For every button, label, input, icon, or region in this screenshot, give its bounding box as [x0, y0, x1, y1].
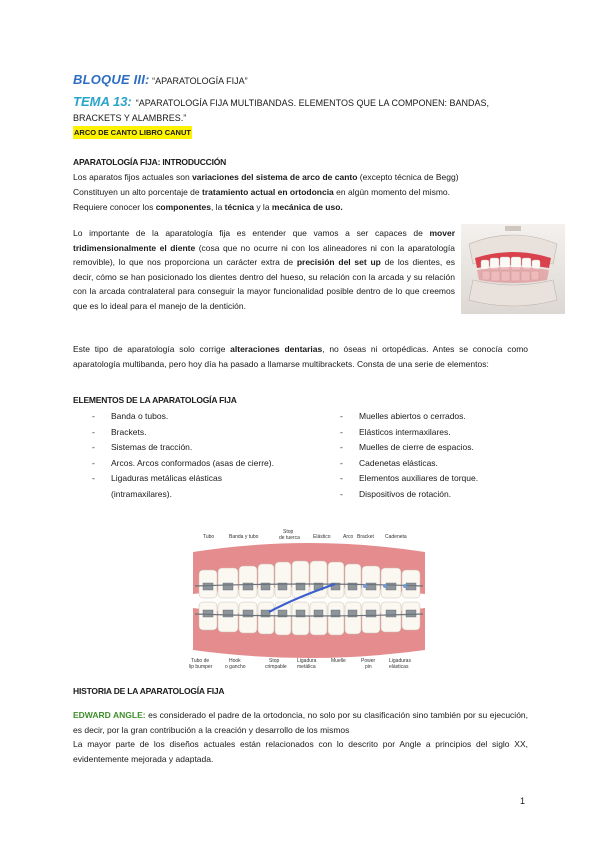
edward-angle-name: EDWARD ANGLE:	[73, 710, 146, 720]
intro-paragraph-4	[73, 226, 455, 313]
list-item: - Dispositivos de rotación.	[340, 487, 530, 503]
figure-label-tubo-de: Tubo de	[191, 658, 210, 664]
elements-list-left	[92, 409, 282, 502]
tema-heading	[73, 94, 528, 126]
figure-label-crimpable: crimpable	[265, 664, 287, 670]
intro-paragraph-2	[73, 185, 528, 200]
list-item: - Muelles abiertos o cerrados.	[340, 409, 530, 425]
history-paragraph-2: La mayor parte de los diseños actuales están relacionados con lo descrito por Angle a principios del siglo XX, evidentemente mejorada y adaptada.	[73, 739, 528, 764]
bloque-label: BLOQUE III:	[73, 72, 150, 87]
figure-label-tubo: Tubo	[203, 534, 215, 540]
list-item: - Sistemas de tracción.	[92, 440, 282, 456]
figure-label-de-tuerca: de tuerca	[279, 535, 300, 541]
figure-label-elastico: Elástico	[313, 534, 331, 540]
text-segment: y la	[253, 202, 272, 212]
list-item: - Arcos. Arcos conformados (asas de cierre).	[92, 456, 282, 472]
intro-paragraph-1	[73, 170, 528, 185]
text-segment: , no óseas ni ortopédicas. Antes se conocía como aparatología multibanda, pero hoy día ha pasado a llamarse multibrackets. Consta de una serie de elementos:	[73, 344, 529, 369]
figure-label-lip-bumper: lip bumper	[189, 664, 213, 670]
figure-label-stop-bottom: Stop	[269, 658, 280, 664]
page-number: 1	[520, 796, 526, 806]
text-segment: mecánica de uso.	[271, 202, 343, 212]
intro-paragraph-5	[73, 342, 528, 371]
text-segment: (cosa que no ocurre ni con los alineadores ni con la aparatología removible), lo que nos proporciona un carácter extra de	[73, 242, 455, 267]
edward-angle-text: es considerado el padre de la ortodoncia, no solo por su clasificación sino también por su ejecución, es decir, por la gran contribución a la creación y desarrollo de los mismos	[73, 710, 529, 735]
tema-title: “APARATOLOGÍA FIJA MULTIBANDAS. ELEMENTOS QUE LA COMPONEN: BANDAS, BRACKETS Y ALAMBRES.”	[73, 98, 489, 123]
figure-label-elasticas: elásticas	[389, 664, 409, 670]
highlighted-note: ARCO DE CANTO LIBRO CANUT	[74, 128, 191, 137]
figure-label-power: Power	[361, 658, 376, 664]
list-item: - Muelles de cierre de espacios.	[340, 440, 530, 456]
figure-label-ligadura: Ligadura	[297, 658, 317, 664]
tema-label: TEMA 13:	[73, 94, 132, 109]
list-item: - Ligaduras metálicas elásticas (intramaxilares).	[92, 471, 282, 502]
list-item: - Brackets.	[92, 425, 282, 441]
text-segment: precisión del set up	[296, 257, 381, 267]
text-segment: alteraciones dentarias	[230, 344, 323, 354]
figure-label-metalica: metálica	[297, 664, 316, 670]
text-segment: Lo importante de la aparatología fija es entender que vamos a ser capaces de	[73, 228, 430, 238]
figure-label-ligaduras: Ligaduras	[389, 658, 411, 664]
bloque-title: “APARATOLOGÍA FIJA”	[152, 76, 248, 86]
list-item: - Elementos auxiliares de torque.	[340, 471, 530, 487]
figure-label-cadeneta: Cadeneta	[385, 534, 407, 540]
figure-label-stop: Stop	[283, 529, 294, 535]
figure-label-bracket: Bracket	[357, 534, 374, 540]
text-segment: en algún momento del mismo.	[333, 187, 451, 197]
elements-section-title: ELEMENTOS DE LA APARATOLOGÍA FIJA	[73, 395, 237, 405]
list-item: - Cadenetas elásticas.	[340, 456, 530, 472]
intro-section-title: APARATOLOGÍA FIJA: INTRODUCCIÓN	[73, 157, 227, 167]
list-item: - Banda o tubos.	[92, 409, 282, 425]
dental-model-image	[461, 224, 565, 314]
elements-list-right	[340, 409, 530, 502]
text-segment: de los dientes, es decir, cómo se han posicionado los dientes dentro del hueso, su relación con la arcada y su relación con la arcada contralateral para conseguir la mayor funcionalidad posible dentro de lo que creemos que es lo ideal para el manejo de la dentición.	[73, 257, 456, 311]
text-segment: Los aparatos fijos actuales son	[73, 172, 193, 182]
text-segment: Requiere conocer los	[73, 202, 156, 212]
text-segment: tratamiento actual en ortodoncia	[202, 187, 334, 197]
figure-label-o-gancho: o gancho	[225, 664, 246, 670]
text-segment: Este tipo de aparatología solo corrige	[73, 344, 231, 354]
bloque-heading	[73, 72, 248, 87]
text-segment: , la	[210, 202, 225, 212]
history-section-title: HISTORIA DE LA APARATOLOGÍA FIJA	[73, 686, 225, 696]
figure-label-pin: pin	[365, 664, 372, 670]
text-segment: mover tridimensionalmente el diente	[73, 228, 455, 253]
list-item: - Elásticos intermaxilares.	[340, 425, 530, 441]
figure-label-arco: Arco	[343, 534, 354, 540]
figure-label-hook: Hook	[229, 658, 241, 664]
text-segment: componentes	[155, 202, 211, 212]
figure-label-banda-tubo: Banda y tubo	[229, 534, 259, 540]
intro-paragraph-3	[73, 200, 528, 215]
text-segment: variaciones del sistema de arco de canto	[192, 172, 358, 182]
text-segment: técnica	[224, 202, 254, 212]
text-segment: (excepto técnica de Begg)	[357, 172, 459, 182]
history-paragraph-1	[73, 708, 528, 737]
figure-label-muelle: Muelle	[331, 658, 346, 664]
text-segment: Constituyen un alto porcentaje de	[73, 187, 203, 197]
braces-diagram	[185, 528, 433, 672]
